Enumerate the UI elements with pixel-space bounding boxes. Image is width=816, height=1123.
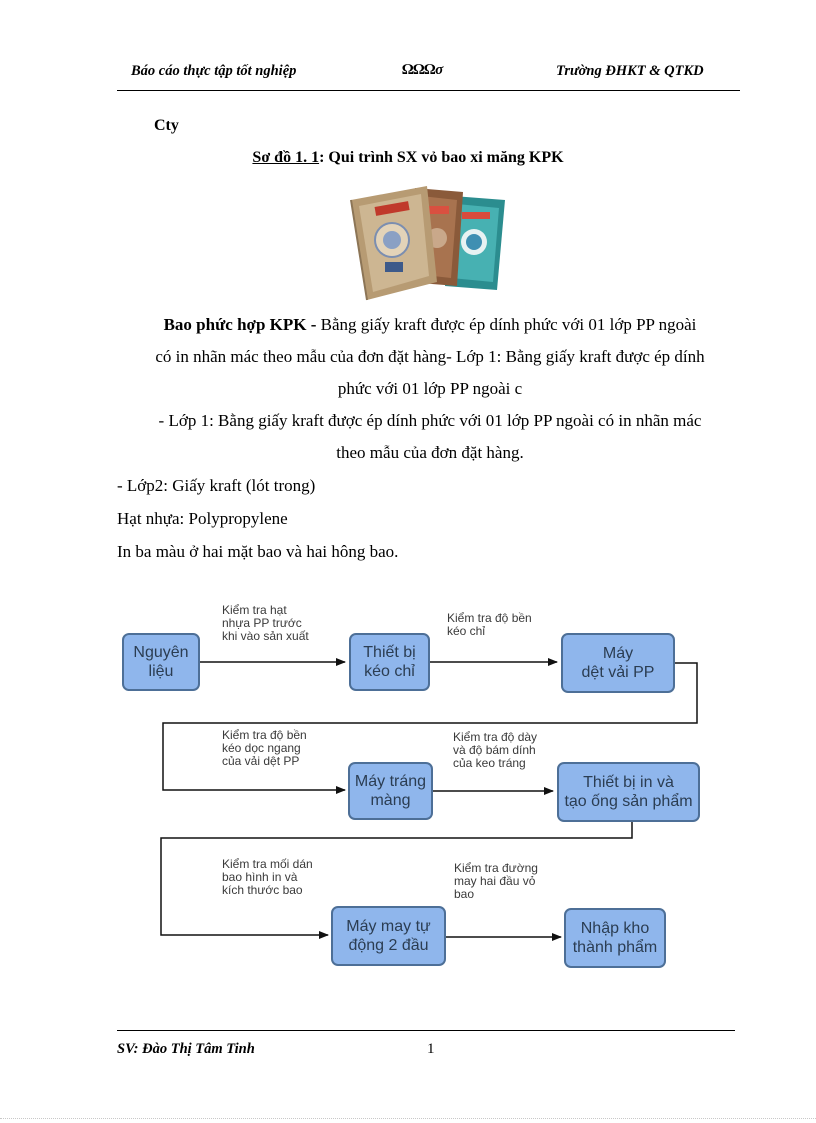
flow-box-finished-warehouse: Nhập kho thành phẩm <box>564 908 666 968</box>
footer-divider <box>117 1030 735 1031</box>
flow-box-auto-sewing: Máy may tự động 2 đầu <box>331 906 446 966</box>
flow-note-resin-check: Kiểm tra hạt nhựa PP trước khi vào sản xuất <box>222 603 309 643</box>
flow-note-yarn-strength: Kiểm tra độ bền kéo chỉ <box>447 611 532 638</box>
flow-box-raw-material: Nguyên liệu <box>122 633 200 691</box>
printing-line: In ba màu ở hai mặt bao và hai hông bao. <box>117 542 399 561</box>
flow-note-seam-check: Kiểm tra đường may hai đầu vỏ bao <box>454 861 538 901</box>
paragraph-line-2: có in nhãn mác theo mẫu của đơn đặt hàng- Lớp 1: Bằng giấy kraft được ép dính <box>155 347 705 366</box>
resin-line: Hạt nhựa: Polypropylene <box>117 509 288 528</box>
header-ornament: ΩΩΩσ <box>402 62 443 78</box>
layer2-line: - Lớp2: Giấy kraft (lót trong) <box>117 476 316 495</box>
flow-note-coating-check: Kiểm tra độ dày và độ bám dính của keo tráng <box>453 730 538 770</box>
flow-box-coating: Máy tráng màng <box>348 762 433 820</box>
page-edge-dots <box>0 1118 816 1119</box>
layer1-line-1: - Lớp 1: Bằng giấy kraft được ép dính phức với 01 lớp PP ngoài có in nhãn mác <box>158 411 702 430</box>
footer-student-name: SV: Đào Thị Tâm Tinh <box>117 1041 255 1057</box>
flow-box-yarn-drawing: Thiết bị kéo chỉ <box>349 633 430 691</box>
header-school-name: Trường ĐHKT & QTKD <box>556 63 704 79</box>
flow-box-pp-weaving: Máy dệt vải PP <box>561 633 675 693</box>
diagram-caption: : Qui trình SX vỏ bao xi măng KPK <box>319 149 564 166</box>
flow-note-fabric-strength: Kiểm tra độ bền kéo dọc ngang của vải dệt PP <box>222 728 307 768</box>
company-label: Cty <box>154 117 179 134</box>
flow-box-printing-tubing: Thiết bị in và tạo ống sản phẩm <box>557 762 700 822</box>
paragraph-line-3: phức với 01 lớp PP ngoài c <box>337 379 523 398</box>
diagram-number: Sơ đồ 1. 1 <box>252 149 320 166</box>
paragraph-line-1-rest: Bằng giấy kraft được ép dính phức với 01 lớp PP ngoài <box>316 315 697 334</box>
flow-note-joint-check: Kiểm tra mối dán bao hình in và kích thước bao <box>222 857 313 897</box>
layer1-line-2: theo mẫu của đơn đặt hàng. <box>336 443 524 462</box>
header-report-title: Báo cáo thực tập tốt nghiệp <box>131 63 297 79</box>
page-number: 1 <box>427 1041 435 1057</box>
paragraph-lead: Bao phức hợp KPK - <box>163 315 317 334</box>
